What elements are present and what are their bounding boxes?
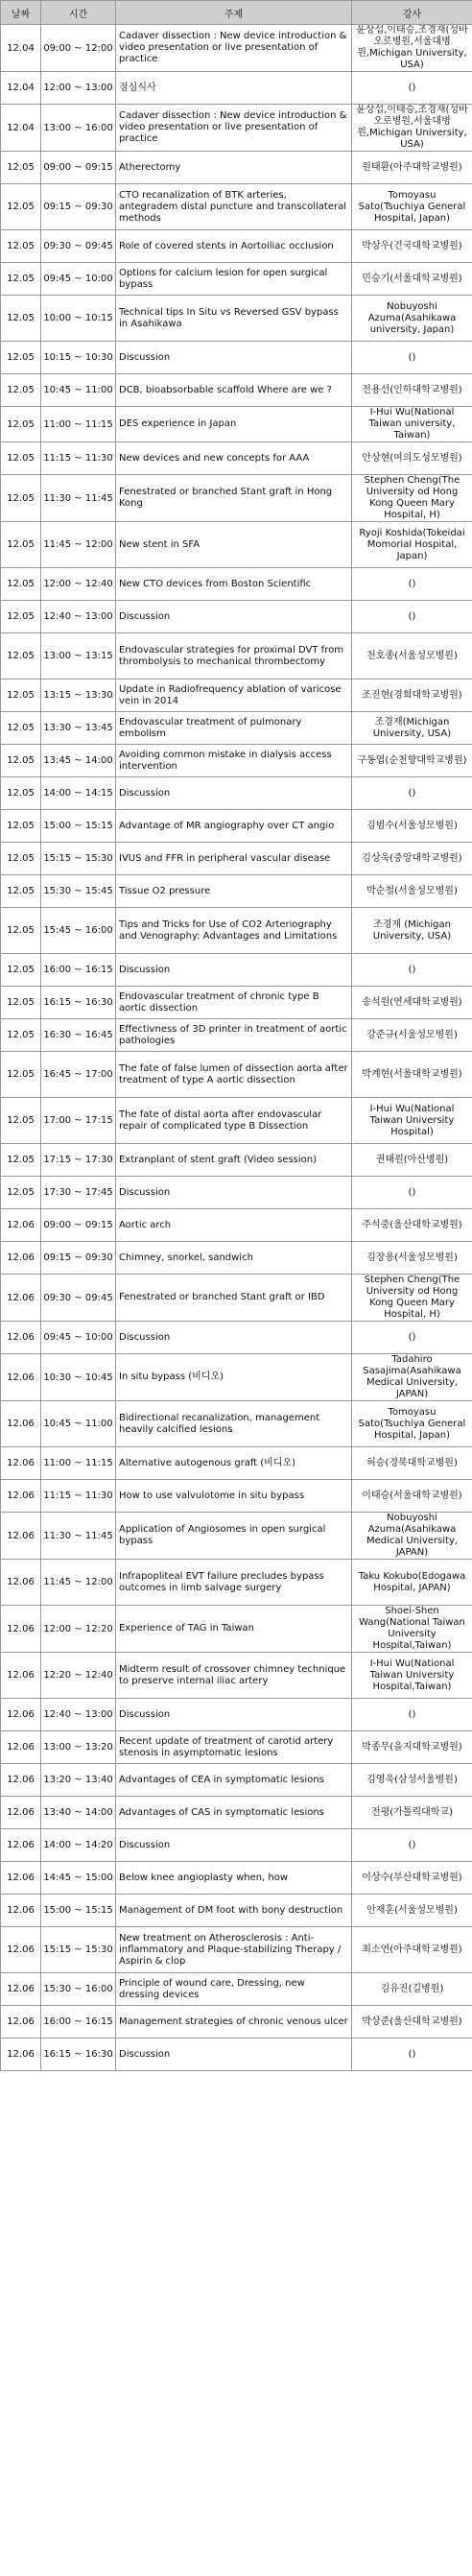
- speaker-cell: Nobuyoshi Azuma(Asahikawa university, Japan): [352, 296, 472, 342]
- time-cell: 13:30 ~ 13:45: [41, 712, 116, 745]
- topic-cell: New devices and new concepts for AAA: [116, 442, 352, 475]
- date-cell: 12.06: [1, 1895, 41, 1927]
- time-cell: 13:00 ~ 16:00: [41, 105, 116, 152]
- time-cell: 13:00 ~ 13:15: [41, 633, 116, 680]
- table-row: [1, 1447, 472, 1480]
- table-row: [1, 1480, 472, 1513]
- topic-cell: Extranplant of stent graft (Video session): [116, 1144, 352, 1177]
- topic-cell: Chimney, snorkel, sandwich: [116, 1242, 352, 1275]
- topic-cell: New treatment on Atherosclerosis : Anti-inflammatory and Plaque-stabilizing Therapy / Aspirin & clop: [116, 1927, 352, 1973]
- topic-cell: Alternative autogenous graft (비디오): [116, 1447, 352, 1480]
- date-cell: 12.06: [1, 1862, 41, 1895]
- speaker-cell: I-Hui Wu(National Taiwan University Hospital): [352, 1098, 472, 1144]
- time-cell: 10:00 ~ 10:15: [41, 296, 116, 342]
- topic-cell: Discussion: [116, 1829, 352, 1862]
- topic-cell: Endovascular treatment of pulmonary embolism: [116, 712, 352, 745]
- table-row: [1, 1354, 472, 1401]
- table-row: [1, 25, 472, 72]
- date-cell: 12.06: [1, 1447, 41, 1480]
- speaker-cell: I-Hui Wu(National Taiwan university, Taiwan): [352, 407, 472, 442]
- table-row: [1, 184, 472, 230]
- date-cell: 12.04: [1, 72, 41, 105]
- date-cell: 12.05: [1, 1144, 41, 1177]
- time-cell: 09:00 ~ 09:15: [41, 1209, 116, 1242]
- date-cell: 12.05: [1, 442, 41, 475]
- table-row: [1, 908, 472, 954]
- time-cell: 12:40 ~ 13:00: [41, 1699, 116, 1731]
- table-row: [1, 954, 472, 987]
- time-cell: 10:15 ~ 10:30: [41, 342, 116, 374]
- speaker-cell: 최소연(아주대학교병원): [352, 1927, 472, 1973]
- speaker-cell: 이상수(부산대학교병원): [352, 1862, 472, 1895]
- speaker-cell: (): [352, 1699, 472, 1731]
- topic-cell: Midterm result of crossover chimney technique to preserve internal iliac artery: [116, 1653, 352, 1699]
- topic-cell: CTO recanalization of BTK arteries, antegradem distal puncture and transcollateral methods: [116, 184, 352, 230]
- table-row: [1, 263, 472, 296]
- speaker-cell: 안상현(여의도성모병원): [352, 442, 472, 475]
- speaker-cell: 김영욱(삼성서울병원): [352, 1764, 472, 1797]
- date-cell: 12.05: [1, 843, 41, 875]
- table-row: [1, 442, 472, 475]
- topic-cell: Experience of TAG in Taiwan: [116, 1606, 352, 1653]
- topic-cell: Discussion: [116, 1322, 352, 1354]
- speaker-cell: 민승기(서울대학교병원): [352, 263, 472, 296]
- topic-cell: Update in Radiofrequency ablation of varicose vein in 2014: [116, 680, 352, 712]
- topic-cell: Discussion: [116, 777, 352, 810]
- table-row: [1, 522, 472, 568]
- date-cell: 12.05: [1, 1098, 41, 1144]
- time-cell: 09:15 ~ 09:30: [41, 184, 116, 230]
- date-cell: 12.05: [1, 342, 41, 374]
- table-row: [1, 296, 472, 342]
- time-cell: 11:45 ~ 12:00: [41, 522, 116, 568]
- date-cell: 12.06: [1, 1973, 41, 2006]
- time-cell: 14:00 ~ 14:15: [41, 777, 116, 810]
- date-cell: 12.05: [1, 568, 41, 601]
- date-cell: 12.05: [1, 296, 41, 342]
- speaker-cell: Tomoyasu Sato(Tsuchiya General Hospital, Japan): [352, 1401, 472, 1447]
- speaker-cell: 원태환(아주대학교병원): [352, 152, 472, 184]
- speaker-cell: (): [352, 954, 472, 987]
- table-row: [1, 1019, 472, 1052]
- time-cell: 09:45 ~ 10:00: [41, 1322, 116, 1354]
- topic-cell: Below knee angioplasty when, how: [116, 1862, 352, 1895]
- topic-cell: Aortic arch: [116, 1209, 352, 1242]
- table-row: [1, 2039, 472, 2071]
- header-date: 날짜: [1, 1, 41, 25]
- time-cell: 15:15 ~ 15:30: [41, 843, 116, 875]
- date-cell: 12.05: [1, 987, 41, 1019]
- time-cell: 16:00 ~ 16:15: [41, 2006, 116, 2039]
- table-row: [1, 1829, 472, 1862]
- date-cell: 12.06: [1, 1797, 41, 1829]
- table-row: [1, 407, 472, 442]
- date-cell: 12.05: [1, 954, 41, 987]
- speaker-cell: 박계현(서울대학교병원): [352, 1052, 472, 1098]
- table-row: [1, 987, 472, 1019]
- topic-cell: Tissue O2 pressure: [116, 875, 352, 908]
- speaker-cell: Nobuyoshi Azuma(Asahikawa Medical University, JAPAN): [352, 1513, 472, 1560]
- table-row: [1, 680, 472, 712]
- topic-cell: Advantages of CEA in symptomatic lesions: [116, 1764, 352, 1797]
- table-row: [1, 777, 472, 810]
- time-cell: 10:45 ~ 11:00: [41, 1401, 116, 1447]
- time-cell: 10:30 ~ 10:45: [41, 1354, 116, 1401]
- topic-cell: Fenestrated or branched Stant graft or IBD: [116, 1275, 352, 1322]
- speaker-cell: 주석중(울산대학교병원): [352, 1209, 472, 1242]
- time-cell: 11:00 ~ 11:15: [41, 1447, 116, 1480]
- topic-cell: Discussion: [116, 601, 352, 633]
- header-row: [1, 1, 472, 25]
- date-cell: 12.05: [1, 1019, 41, 1052]
- topic-cell: Application of Angiosomes in open surgical bypass: [116, 1513, 352, 1560]
- time-cell: 15:30 ~ 15:45: [41, 875, 116, 908]
- table-row: [1, 374, 472, 407]
- time-cell: 15:30 ~ 16:00: [41, 1973, 116, 2006]
- speaker-cell: (): [352, 342, 472, 374]
- topic-cell: Technical tips In Situ vs Reversed GSV bypass in Asahikawa: [116, 296, 352, 342]
- table-row: [1, 843, 472, 875]
- topic-cell: The fate of distal aorta after endovascular repair of complicated type B Dissection: [116, 1098, 352, 1144]
- date-cell: 12.05: [1, 777, 41, 810]
- table-row: [1, 105, 472, 152]
- time-cell: 12:00 ~ 12:40: [41, 568, 116, 601]
- topic-cell: Avoiding common mistake in dialysis access intervention: [116, 745, 352, 777]
- schedule-body: [1, 25, 472, 2071]
- table-row: [1, 1177, 472, 1209]
- table-row: [1, 875, 472, 908]
- time-cell: 13:00 ~ 13:20: [41, 1731, 116, 1764]
- time-cell: 13:45 ~ 14:00: [41, 745, 116, 777]
- table-row: [1, 1275, 472, 1322]
- speaker-cell: 조경재 (Michigan University, USA): [352, 908, 472, 954]
- time-cell: 11:30 ~ 11:45: [41, 1513, 116, 1560]
- table-row: [1, 568, 472, 601]
- time-cell: 16:00 ~ 16:15: [41, 954, 116, 987]
- topic-cell: Infrapopliteal EVT failure precludes bypass outcomes in limb salvage surgery: [116, 1560, 352, 1606]
- speaker-cell: 박순철(서울성모병원): [352, 875, 472, 908]
- time-cell: 17:00 ~ 17:15: [41, 1098, 116, 1144]
- speaker-cell: 송석원(연세대학교병원): [352, 987, 472, 1019]
- speaker-cell: (): [352, 1322, 472, 1354]
- date-cell: 12.06: [1, 2039, 41, 2071]
- table-row: [1, 1560, 472, 1606]
- date-cell: 12.05: [1, 810, 41, 843]
- date-cell: 12.05: [1, 633, 41, 680]
- speaker-cell: 허승(경북대학교병원): [352, 1447, 472, 1480]
- speaker-cell: 권태원(아산병원): [352, 1144, 472, 1177]
- date-cell: 12.06: [1, 1653, 41, 1699]
- time-cell: 16:15 ~ 16:30: [41, 987, 116, 1019]
- date-cell: 12.06: [1, 1480, 41, 1513]
- table-row: [1, 1606, 472, 1653]
- speaker-cell: 조경재(Michigan University, USA): [352, 712, 472, 745]
- date-cell: 12.06: [1, 1606, 41, 1653]
- table-row: [1, 1098, 472, 1144]
- topic-cell: How to use valvulotome in situ bypass: [116, 1480, 352, 1513]
- time-cell: 11:15 ~ 11:30: [41, 1480, 116, 1513]
- date-cell: 12.06: [1, 1275, 41, 1322]
- table-row: [1, 1862, 472, 1895]
- topic-cell: Cadaver dissection : New device introduction & video presentation or live presentation of practice: [116, 105, 352, 152]
- date-cell: 12.05: [1, 152, 41, 184]
- topic-cell: Tips and Tricks for Use of CO2 Arteriography and Venography: Advantages and Limitations: [116, 908, 352, 954]
- date-cell: 12.06: [1, 1401, 41, 1447]
- time-cell: 11:45 ~ 12:00: [41, 1560, 116, 1606]
- speaker-cell: Tadahiro Sasajima(Asahikawa Medical University, JAPAN): [352, 1354, 472, 1401]
- topic-cell: In situ bypass (비디오): [116, 1354, 352, 1401]
- topic-cell: Effectivness of 3D printer in treatment of aortic pathologies: [116, 1019, 352, 1052]
- topic-cell: Principle of wound care, Dressing, new dressing devices: [116, 1973, 352, 2006]
- date-cell: 12.05: [1, 712, 41, 745]
- table-row: [1, 1973, 472, 2006]
- table-row: [1, 1144, 472, 1177]
- time-cell: 16:45 ~ 17:00: [41, 1052, 116, 1098]
- topic-cell: Role of covered stents in Aortoiliac occlusion: [116, 230, 352, 263]
- time-cell: 11:00 ~ 11:15: [41, 407, 116, 442]
- topic-cell: Endovascular strategies for proximal DVT from thrombolysis to mechanical thrombectomy: [116, 633, 352, 680]
- table-row: [1, 475, 472, 522]
- table-row: [1, 152, 472, 184]
- time-cell: 13:20 ~ 13:40: [41, 1764, 116, 1797]
- topic-cell: Endovascular treatment of chronic type B aortic dissection: [116, 987, 352, 1019]
- topic-cell: 점심식사: [116, 72, 352, 105]
- date-cell: 12.05: [1, 745, 41, 777]
- time-cell: 12:00 ~ 13:00: [41, 72, 116, 105]
- topic-cell: IVUS and FFR in peripheral vascular disease: [116, 843, 352, 875]
- time-cell: 15:00 ~ 15:15: [41, 810, 116, 843]
- speaker-cell: (): [352, 777, 472, 810]
- date-cell: 12.05: [1, 1177, 41, 1209]
- date-cell: 12.06: [1, 2006, 41, 2039]
- speaker-cell: Ryoji Koshida(Tokeidai Momorial Hospital, Japan): [352, 522, 472, 568]
- speaker-cell: (): [352, 1177, 472, 1209]
- time-cell: 09:30 ~ 09:45: [41, 230, 116, 263]
- header-speaker: 강사: [352, 1, 472, 25]
- topic-cell: DES experience in Japan: [116, 407, 352, 442]
- topic-cell: Discussion: [116, 1177, 352, 1209]
- table-row: [1, 712, 472, 745]
- date-cell: 12.06: [1, 1764, 41, 1797]
- speaker-cell: 이태승(서울대학교병원): [352, 1480, 472, 1513]
- date-cell: 12.05: [1, 1052, 41, 1098]
- speaker-cell: 구동엽(순천향대학교병원): [352, 745, 472, 777]
- speaker-cell: 전평(가톨릭대학교): [352, 1797, 472, 1829]
- table-row: [1, 1513, 472, 1560]
- table-row: [1, 633, 472, 680]
- table-row: [1, 1052, 472, 1098]
- date-cell: 12.06: [1, 1242, 41, 1275]
- header-time: 시간: [41, 1, 116, 25]
- time-cell: 16:15 ~ 16:30: [41, 2039, 116, 2071]
- date-cell: 12.06: [1, 1209, 41, 1242]
- topic-cell: The fate of false lumen of dissection aorta after treatment of type A aortic dissection: [116, 1052, 352, 1098]
- table-row: [1, 1797, 472, 1829]
- speaker-cell: Stephen Cheng(The University od Hong Kong Queen Mary Hospital, H): [352, 1275, 472, 1322]
- topic-cell: New stent in SFA: [116, 522, 352, 568]
- topic-cell: DCB, bioabsorbable scaffold Where are we ?: [116, 374, 352, 407]
- speaker-cell: 조진현(경희대학교병원): [352, 680, 472, 712]
- time-cell: 15:00 ~ 15:15: [41, 1895, 116, 1927]
- date-cell: 12.05: [1, 230, 41, 263]
- topic-cell: Discussion: [116, 2039, 352, 2071]
- speaker-cell: 김유진(길병원): [352, 1973, 472, 2006]
- table-row: [1, 230, 472, 263]
- time-cell: 09:15 ~ 09:30: [41, 1242, 116, 1275]
- date-cell: 12.06: [1, 1560, 41, 1606]
- speaker-cell: (): [352, 1829, 472, 1862]
- table-row: [1, 72, 472, 105]
- topic-cell: Recent update of treatment of carotid artery stenosis in asymptomatic lesions: [116, 1731, 352, 1764]
- table-row: [1, 1242, 472, 1275]
- topic-cell: Advantages of CAS in symptomatic lesions: [116, 1797, 352, 1829]
- time-cell: 14:00 ~ 14:20: [41, 1829, 116, 1862]
- date-cell: 12.05: [1, 374, 41, 407]
- date-cell: 12.06: [1, 1354, 41, 1401]
- table-row: [1, 2006, 472, 2039]
- topic-cell: Advantage of MR angiography over CT angio: [116, 810, 352, 843]
- speaker-cell: 천호종(서울성모병원): [352, 633, 472, 680]
- speaker-cell: 강준규(서울성모병원): [352, 1019, 472, 1052]
- date-cell: 12.05: [1, 908, 41, 954]
- topic-cell: Cadaver dissection : New device introduction & video presentation or live presentation of practice: [116, 25, 352, 72]
- time-cell: 15:45 ~ 16:00: [41, 908, 116, 954]
- time-cell: 11:30 ~ 11:45: [41, 475, 116, 522]
- speaker-cell: Tomoyasu Sato(Tsuchiya General Hospital, Japan): [352, 184, 472, 230]
- table-row: [1, 1322, 472, 1354]
- time-cell: 13:40 ~ 14:00: [41, 1797, 116, 1829]
- table-row: [1, 1653, 472, 1699]
- date-cell: 12.06: [1, 1927, 41, 1973]
- date-cell: 12.05: [1, 407, 41, 442]
- speaker-cell: 김장용(서울성모병원): [352, 1242, 472, 1275]
- time-cell: 09:30 ~ 09:45: [41, 1275, 116, 1322]
- time-cell: 09:00 ~ 09:15: [41, 152, 116, 184]
- speaker-cell: (): [352, 72, 472, 105]
- time-cell: 12:40 ~ 13:00: [41, 601, 116, 633]
- time-cell: 12:20 ~ 12:40: [41, 1653, 116, 1699]
- table-row: [1, 1764, 472, 1797]
- date-cell: 12.05: [1, 184, 41, 230]
- header-topic: 주제: [116, 1, 352, 25]
- speaker-cell: 김상욱(중앙대학교병원): [352, 843, 472, 875]
- table-row: [1, 1895, 472, 1927]
- date-cell: 12.05: [1, 475, 41, 522]
- table-row: [1, 1209, 472, 1242]
- speaker-cell: (): [352, 568, 472, 601]
- topic-cell: Atherectomy: [116, 152, 352, 184]
- speaker-cell: 박종무(을지대학교병원): [352, 1731, 472, 1764]
- speaker-cell: Stephen Cheng(The University od Hong Kong Queen Mary Hospital, H): [352, 475, 472, 522]
- topic-cell: Discussion: [116, 1699, 352, 1731]
- time-cell: 13:15 ~ 13:30: [41, 680, 116, 712]
- speaker-cell: 전용선(인하대학교병원): [352, 374, 472, 407]
- date-cell: 12.05: [1, 601, 41, 633]
- date-cell: 12.06: [1, 1699, 41, 1731]
- speaker-cell: 박상준(울산대학교병원): [352, 2006, 472, 2039]
- time-cell: 17:15 ~ 17:30: [41, 1144, 116, 1177]
- topic-cell: Options for calcium lesion for open surgical bypass: [116, 263, 352, 296]
- date-cell: 12.05: [1, 680, 41, 712]
- time-cell: 15:15 ~ 15:30: [41, 1927, 116, 1973]
- speaker-cell: 박상우(건국대학교병원): [352, 230, 472, 263]
- date-cell: 12.06: [1, 1829, 41, 1862]
- table-row: [1, 1401, 472, 1447]
- date-cell: 12.04: [1, 25, 41, 72]
- time-cell: 10:45 ~ 11:00: [41, 374, 116, 407]
- speaker-cell: (): [352, 601, 472, 633]
- table-row: [1, 1927, 472, 1973]
- speaker-cell: 안재훈(서울성모병원): [352, 1895, 472, 1927]
- date-cell: 12.05: [1, 875, 41, 908]
- time-cell: 17:30 ~ 17:45: [41, 1177, 116, 1209]
- table-row: [1, 601, 472, 633]
- speaker-cell: Shoei-Shen Wang(National Taiwan University Hospital,Taiwan): [352, 1606, 472, 1653]
- date-cell: 12.05: [1, 263, 41, 296]
- speaker-cell: 윤상섭,이태승,조경재(성바오로병원,서울대병원,Michigan University, USA): [352, 25, 472, 72]
- topic-cell: Management of DM foot with bony destruction: [116, 1895, 352, 1927]
- time-cell: 09:45 ~ 10:00: [41, 263, 116, 296]
- table-row: [1, 342, 472, 374]
- topic-cell: Discussion: [116, 954, 352, 987]
- speaker-cell: Taku Kokubo(Edogawa Hospital, JAPAN): [352, 1560, 472, 1606]
- table-row: [1, 810, 472, 843]
- topic-cell: Fenestrated or branched Stant graft in Hong Kong: [116, 475, 352, 522]
- speaker-cell: 윤상섭,이태승,조경재(성바오로병원,서울대병원,Michigan University, USA): [352, 105, 472, 152]
- speaker-cell: 김범수(서울성모병원): [352, 810, 472, 843]
- topic-cell: New CTO devices from Boston Scientific: [116, 568, 352, 601]
- time-cell: 16:30 ~ 16:45: [41, 1019, 116, 1052]
- topic-cell: Discussion: [116, 342, 352, 374]
- time-cell: 14:45 ~ 15:00: [41, 1862, 116, 1895]
- date-cell: 12.05: [1, 522, 41, 568]
- topic-cell: Bidirectional recanalization, management heavily calcified lesions: [116, 1401, 352, 1447]
- time-cell: 09:00 ~ 12:00: [41, 25, 116, 72]
- table-row: [1, 745, 472, 777]
- speaker-cell: (): [352, 2039, 472, 2071]
- table-row: [1, 1731, 472, 1764]
- time-cell: 12:00 ~ 12:20: [41, 1606, 116, 1653]
- time-cell: 11:15 ~ 11:30: [41, 442, 116, 475]
- speaker-cell: I-Hui Wu(National Taiwan University Hospital,Taiwan): [352, 1653, 472, 1699]
- date-cell: 12.04: [1, 105, 41, 152]
- date-cell: 12.06: [1, 1513, 41, 1560]
- table-row: [1, 1699, 472, 1731]
- topic-cell: Management strategies of chronic venous ulcer: [116, 2006, 352, 2039]
- date-cell: 12.06: [1, 1322, 41, 1354]
- date-cell: 12.06: [1, 1731, 41, 1764]
